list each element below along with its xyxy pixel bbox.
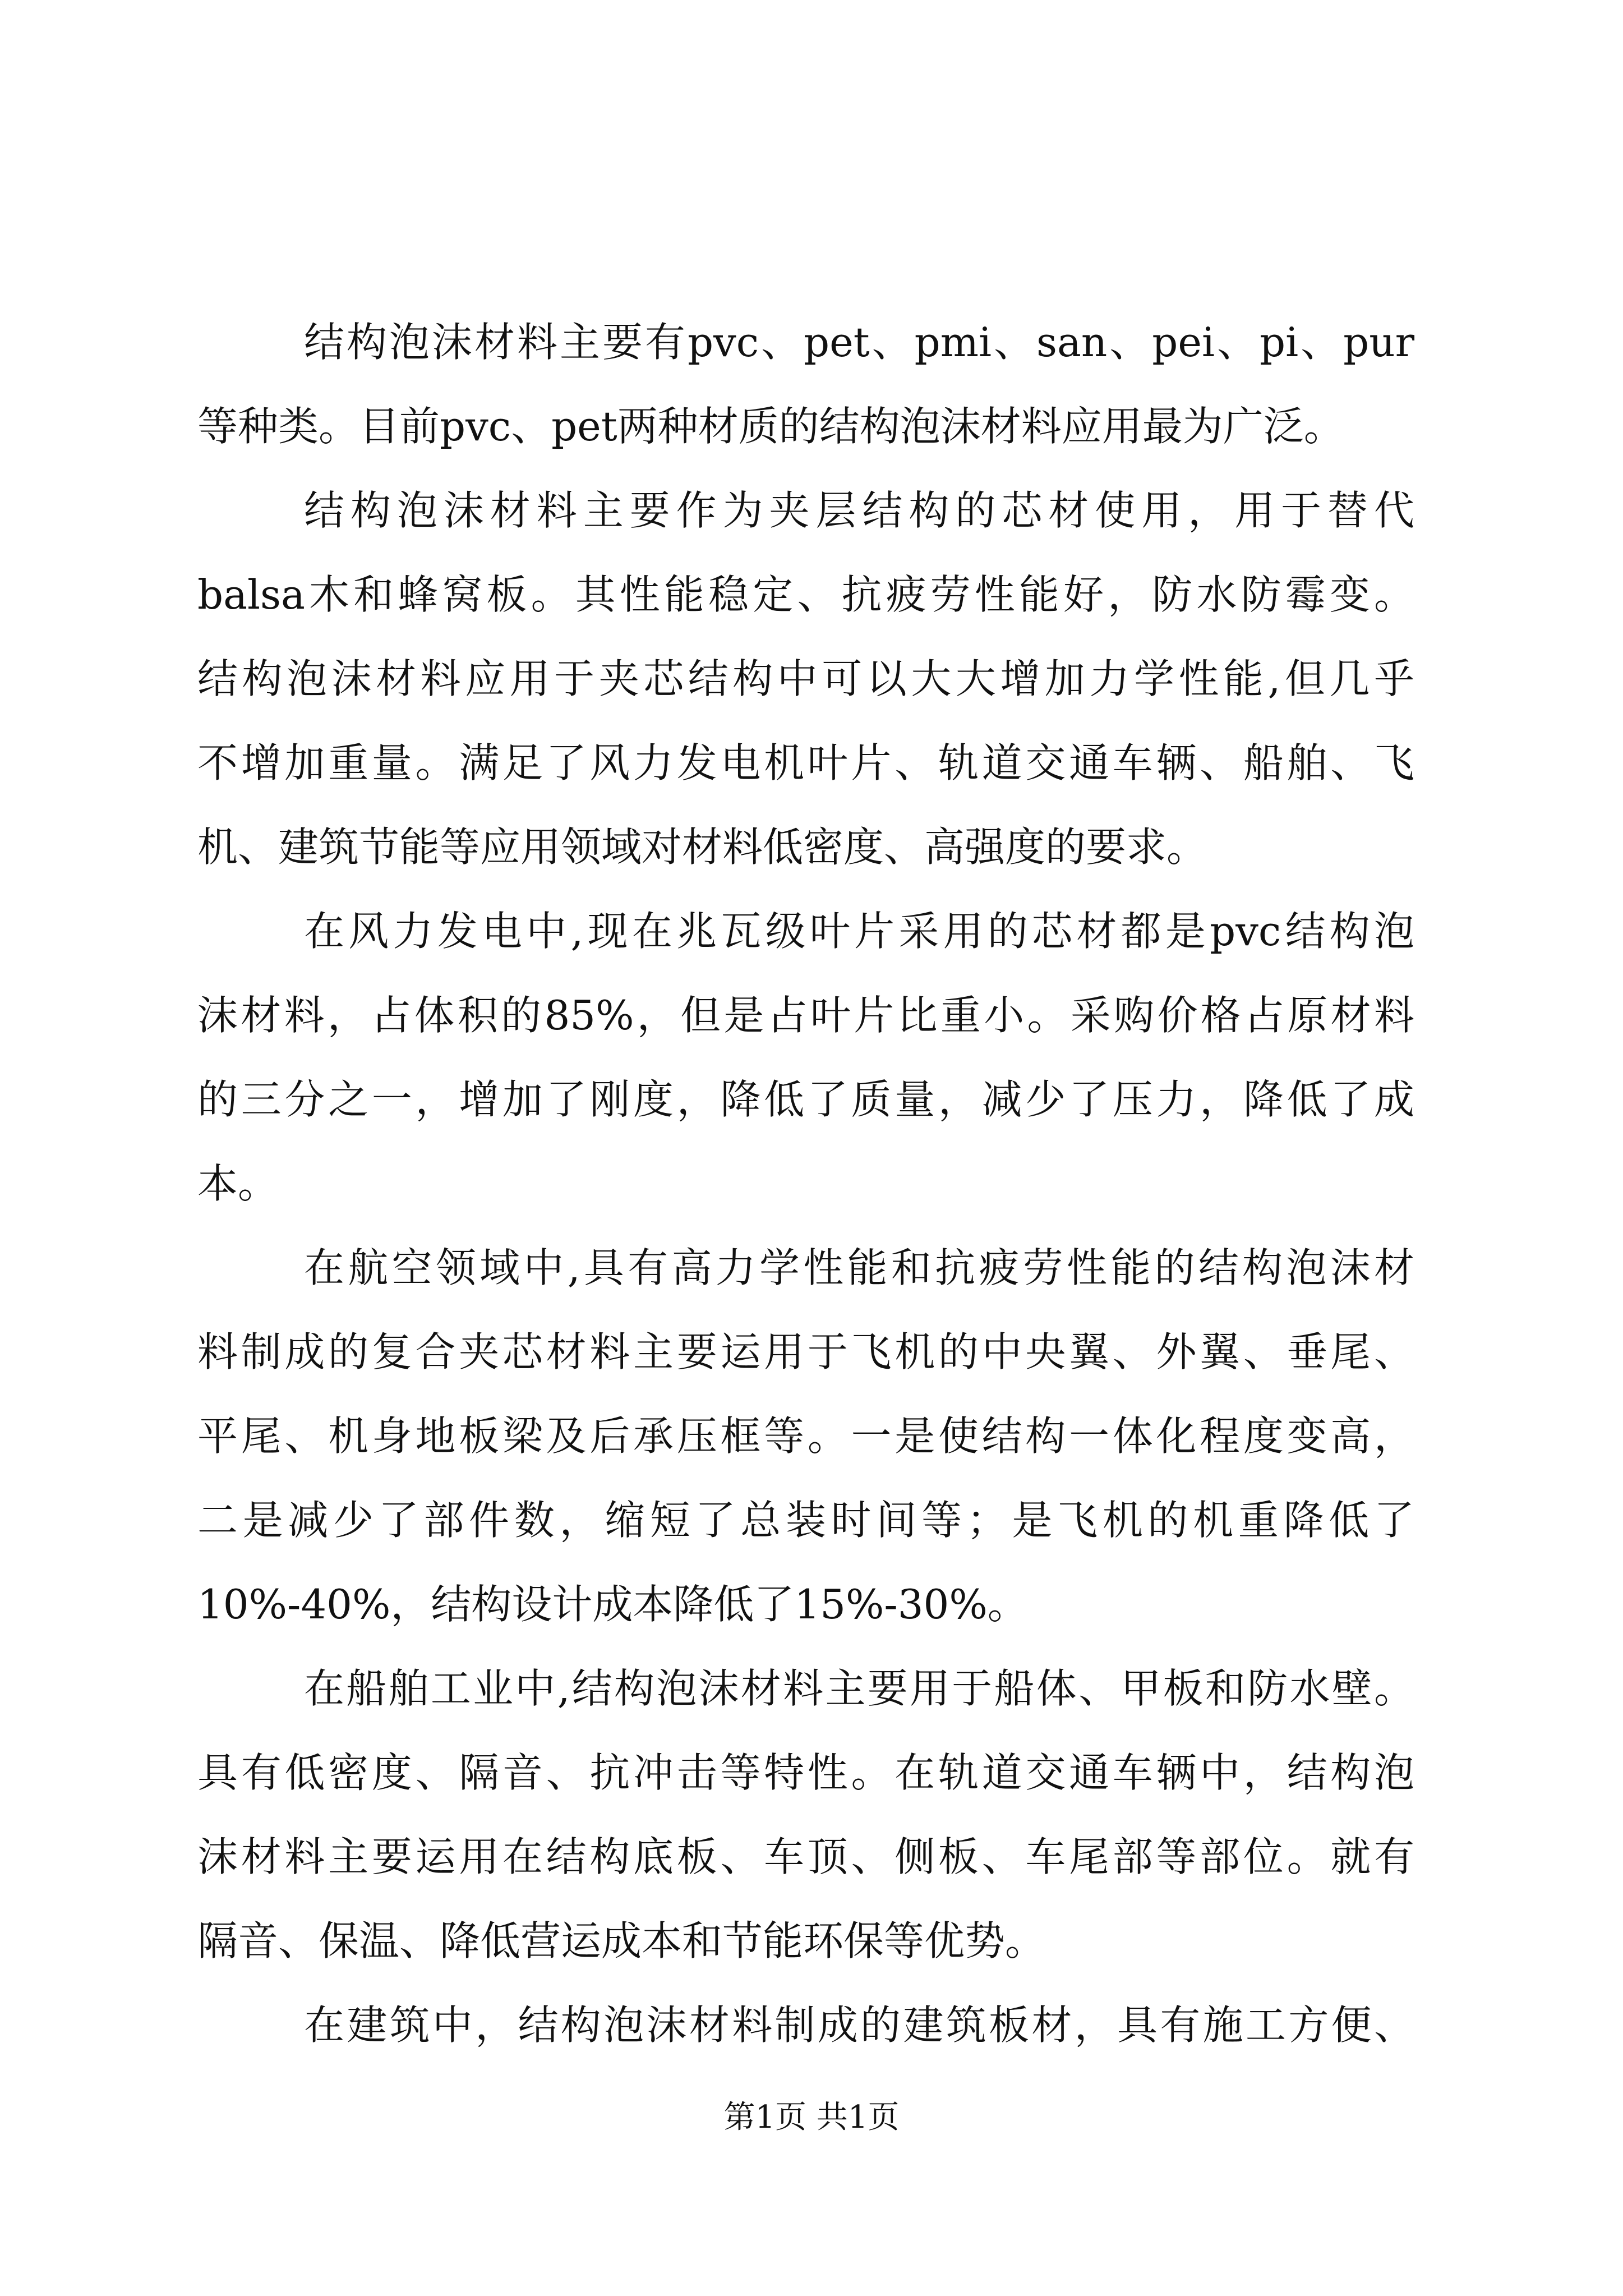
text-line: 沫材料，占体积的85%，但是占叶片比重小。采购价格占原材料: [197, 992, 1414, 1039]
text-line: balsa木和蜂窝板。其性能稳定、抗疲劳性能好，防水防霉变。: [197, 571, 1414, 618]
text-line: 结构泡沫材料主要作为夹层结构的芯材使用，用于替代: [304, 487, 1414, 534]
text-line: 沫材料主要运用在结构底板、车顶、侧板、车尾部等部位。就有: [197, 1833, 1414, 1880]
text-line: 隔音、保温、降低营运成本和节能环保等优势。: [197, 1917, 1046, 1964]
text-line: 的三分之一，增加了刚度，降低了质量，减少了压力，降低了成: [197, 1076, 1414, 1123]
text-line: 机、建筑节能等应用领域对材料低密度、高强度的要求。: [197, 823, 1207, 871]
text-line: 二是减少了部件数，缩短了总装时间等；是飞机的机重降低了: [197, 1497, 1414, 1544]
text-line: 料制成的复合夹芯材料主要运用于飞机的中央翼、外翼、垂尾、: [197, 1328, 1414, 1375]
text-line: 具有低密度、隔音、抗冲击等特性。在轨道交通车辆中，结构泡: [197, 1749, 1414, 1796]
text-line: 在船舶工业中,结构泡沫材料主要用于船体、甲板和防水壁。: [304, 1665, 1414, 1712]
text-line: 不增加重量。满足了风力发电机叶片、轨道交通车辆、船舶、飞: [197, 739, 1414, 786]
text-line: 10%-40%，结构设计成本降低了15%-30%。: [197, 1581, 1028, 1628]
text-line: 结构泡沫材料应用于夹芯结构中可以大大增加力学性能,但几乎: [197, 655, 1414, 702]
document-body: [197, 300, 1414, 2067]
text-line: 本。: [197, 1160, 279, 1207]
text-line: 在建筑中，结构泡沫材料制成的建筑板材，具有施工方便、: [304, 2001, 1414, 2049]
text-line: 在风力发电中,现在兆瓦级叶片采用的芯材都是pvc结构泡: [304, 908, 1414, 955]
text-line: 平尾、机身地板梁及后承压框等。一是使结构一体化程度变高，: [197, 1412, 1414, 1460]
page-footer: 第1页 共1页: [723, 2099, 900, 2136]
text-line: 等种类。目前pvc、pet两种材质的结构泡沫材料应用最为广泛。: [197, 403, 1344, 450]
text-line: 在航空领域中,具有高力学性能和抗疲劳性能的结构泡沫材: [304, 1244, 1414, 1291]
text-line: 结构泡沫材料主要有pvc、pet、pmi、san、pei、pi、pur: [304, 319, 1414, 366]
